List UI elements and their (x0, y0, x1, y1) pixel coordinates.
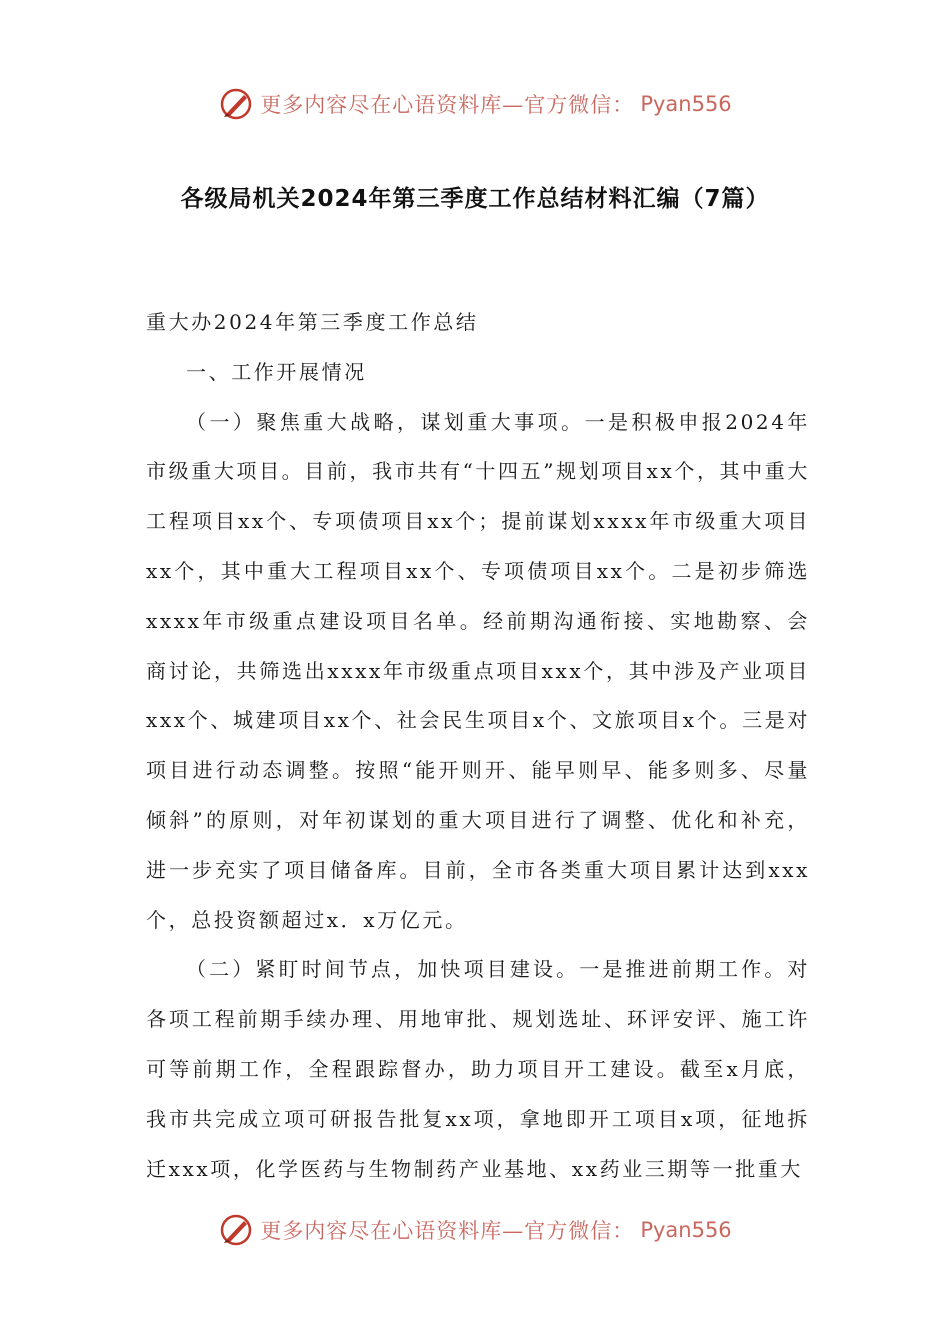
section-heading: 一、工作开展情况 (186, 359, 367, 384)
article-subtitle: 重大办2024年第三季度工作总结 (146, 310, 479, 334)
watermark-text: 更多内容尽在心语资料库—官方微信： (260, 93, 635, 117)
watermark-wechat-id: Pyan556 (640, 1218, 732, 1242)
watermark-header (0, 84, 950, 124)
paragraph: （一）聚焦重大战略，谋划重大事项。一是积极申报2024年市级重大项目。目前，我市共有“十四五”规划项目xx个，其中重大工程项目xx个、专项债项目xx个；提前谋划xxxx年市级重大项目xx个，其中重大工程项目xx个、专项债项目xx个。二是初步筛选xxxx年市级重点建设项目名单。经前期沟通衔接、实地勘察、会商讨论，共筛选出xxxx年市级重点项目xxx个，其中涉及产业项目xxx个、城建项目xx个、社会民生项目x个、文旅项目x个。三是对项目进行动态调整。按照“能开则开、能早则早、能多则多、尽量倾斜”的原则，对年初谋划的重大项目进行了调整、优化和补充，进一步充实了项目储备库。目前，全市各类重大项目累计达到xxx个，总投资额超过x．x万亿元。 (146, 409, 810, 932)
document-body (146, 298, 810, 1194)
watermark-footer (0, 1210, 950, 1250)
watermark-text: 更多内容尽在心语资料库—官方微信： (260, 1219, 635, 1243)
pen-logo-icon (218, 1212, 254, 1248)
paragraph: （二）紧盯时间节点，加快项目建设。一是推进前期工作。对各项工程前期手续办理、用地审批、规划选址、环评安评、施工许可等前期工作，全程跟踪督办，助力项目开工建设。截至x月底，我市共完成立项可研报告批复xx项，拿地即开工项目x项，征地拆迁xxx项，化学医药与生物制药产业基地、xx药业三期等一批重大 (146, 957, 810, 1181)
pen-logo-icon (218, 86, 254, 122)
watermark-wechat-id: Pyan556 (640, 92, 732, 116)
document-title: 各级局机关2024年第三季度工作总结材料汇编（7篇） (180, 186, 770, 212)
